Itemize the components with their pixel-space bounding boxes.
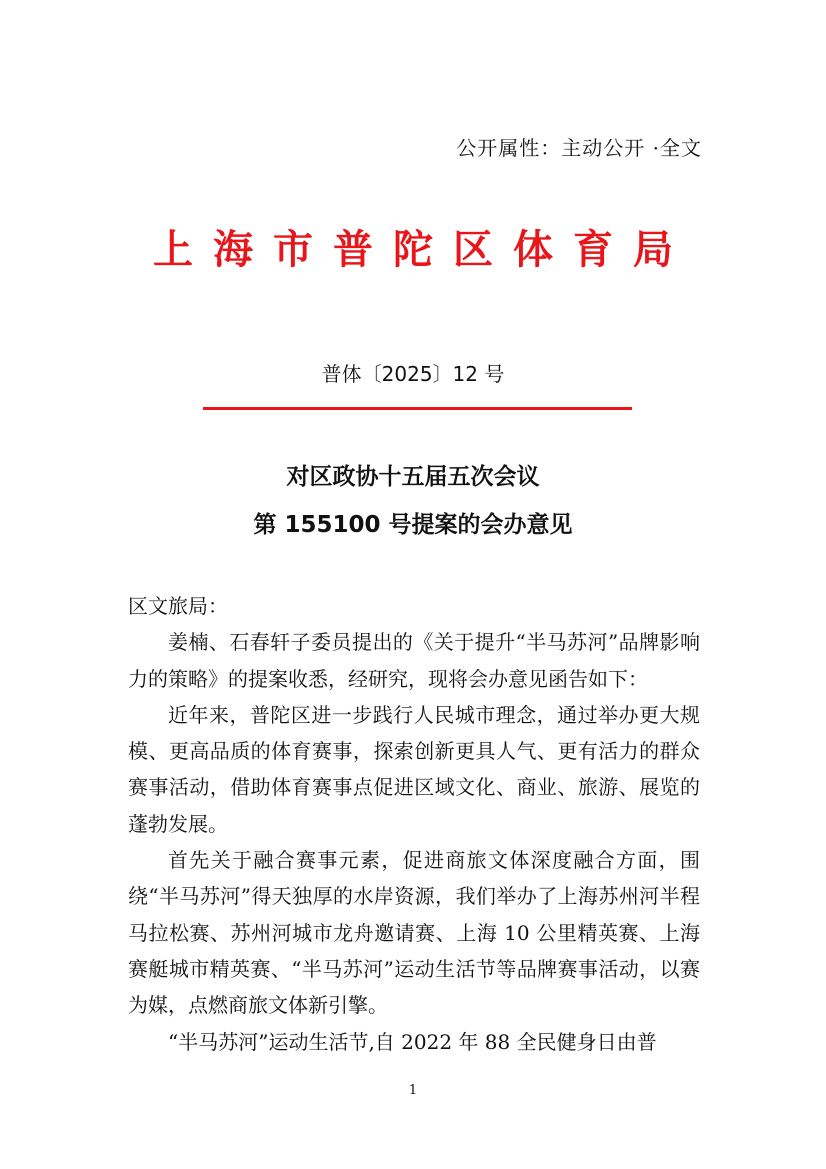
document-title-line-1: 对区政协十五届五次会议 [286, 464, 540, 490]
document-title-line-2: 第 155100 号提案的会办意见 [253, 512, 573, 538]
salutation: 区文旅局： [128, 594, 228, 618]
body-paragraph-1: 姜楠、石春轩子委员提出的《关于提升“半马苏河”品牌影响力的策略》的提案收悉，经研究，现将会办意见函告如下： [128, 630, 700, 691]
disclosure-attribute: 公开属性：主动公开 ·全文 [456, 136, 702, 160]
body-paragraph-2: 近年来，普陀区进一步践行人民城市理念，通过举办更大规模、更高品质的体育赛事，探索创新更具人气、更有活力的群众赛事活动，借助体育赛事点促进区域文化、商业、旅游、展览的蓬勃发展。 [128, 702, 700, 836]
page-number: 1 [408, 1083, 418, 1098]
document-body [128, 588, 700, 1060]
body-paragraph-4: “半马苏河”运动生活节,自 2022 年 88 全民健身日由普 [168, 1029, 657, 1054]
document-number: 普体〔2025〕12 号 [321, 362, 505, 386]
body-paragraph-3: 首先关于融合赛事元素，促进商旅文体深度融合方面，围绕“半马苏河”得天独厚的水岸资源，我们举办了上海苏州河半程马拉松赛、苏州河城市龙舟邀请赛、上海 10 公里精英赛、上海赛艇城市精英赛、“半马苏河”运动生活节等品牌赛事活动，以赛为媒，点燃商旅文体新引擎。 [128, 848, 700, 1018]
organization-name: 上海市普陀区体育局 [153, 226, 693, 273]
red-divider-line [203, 407, 632, 410]
